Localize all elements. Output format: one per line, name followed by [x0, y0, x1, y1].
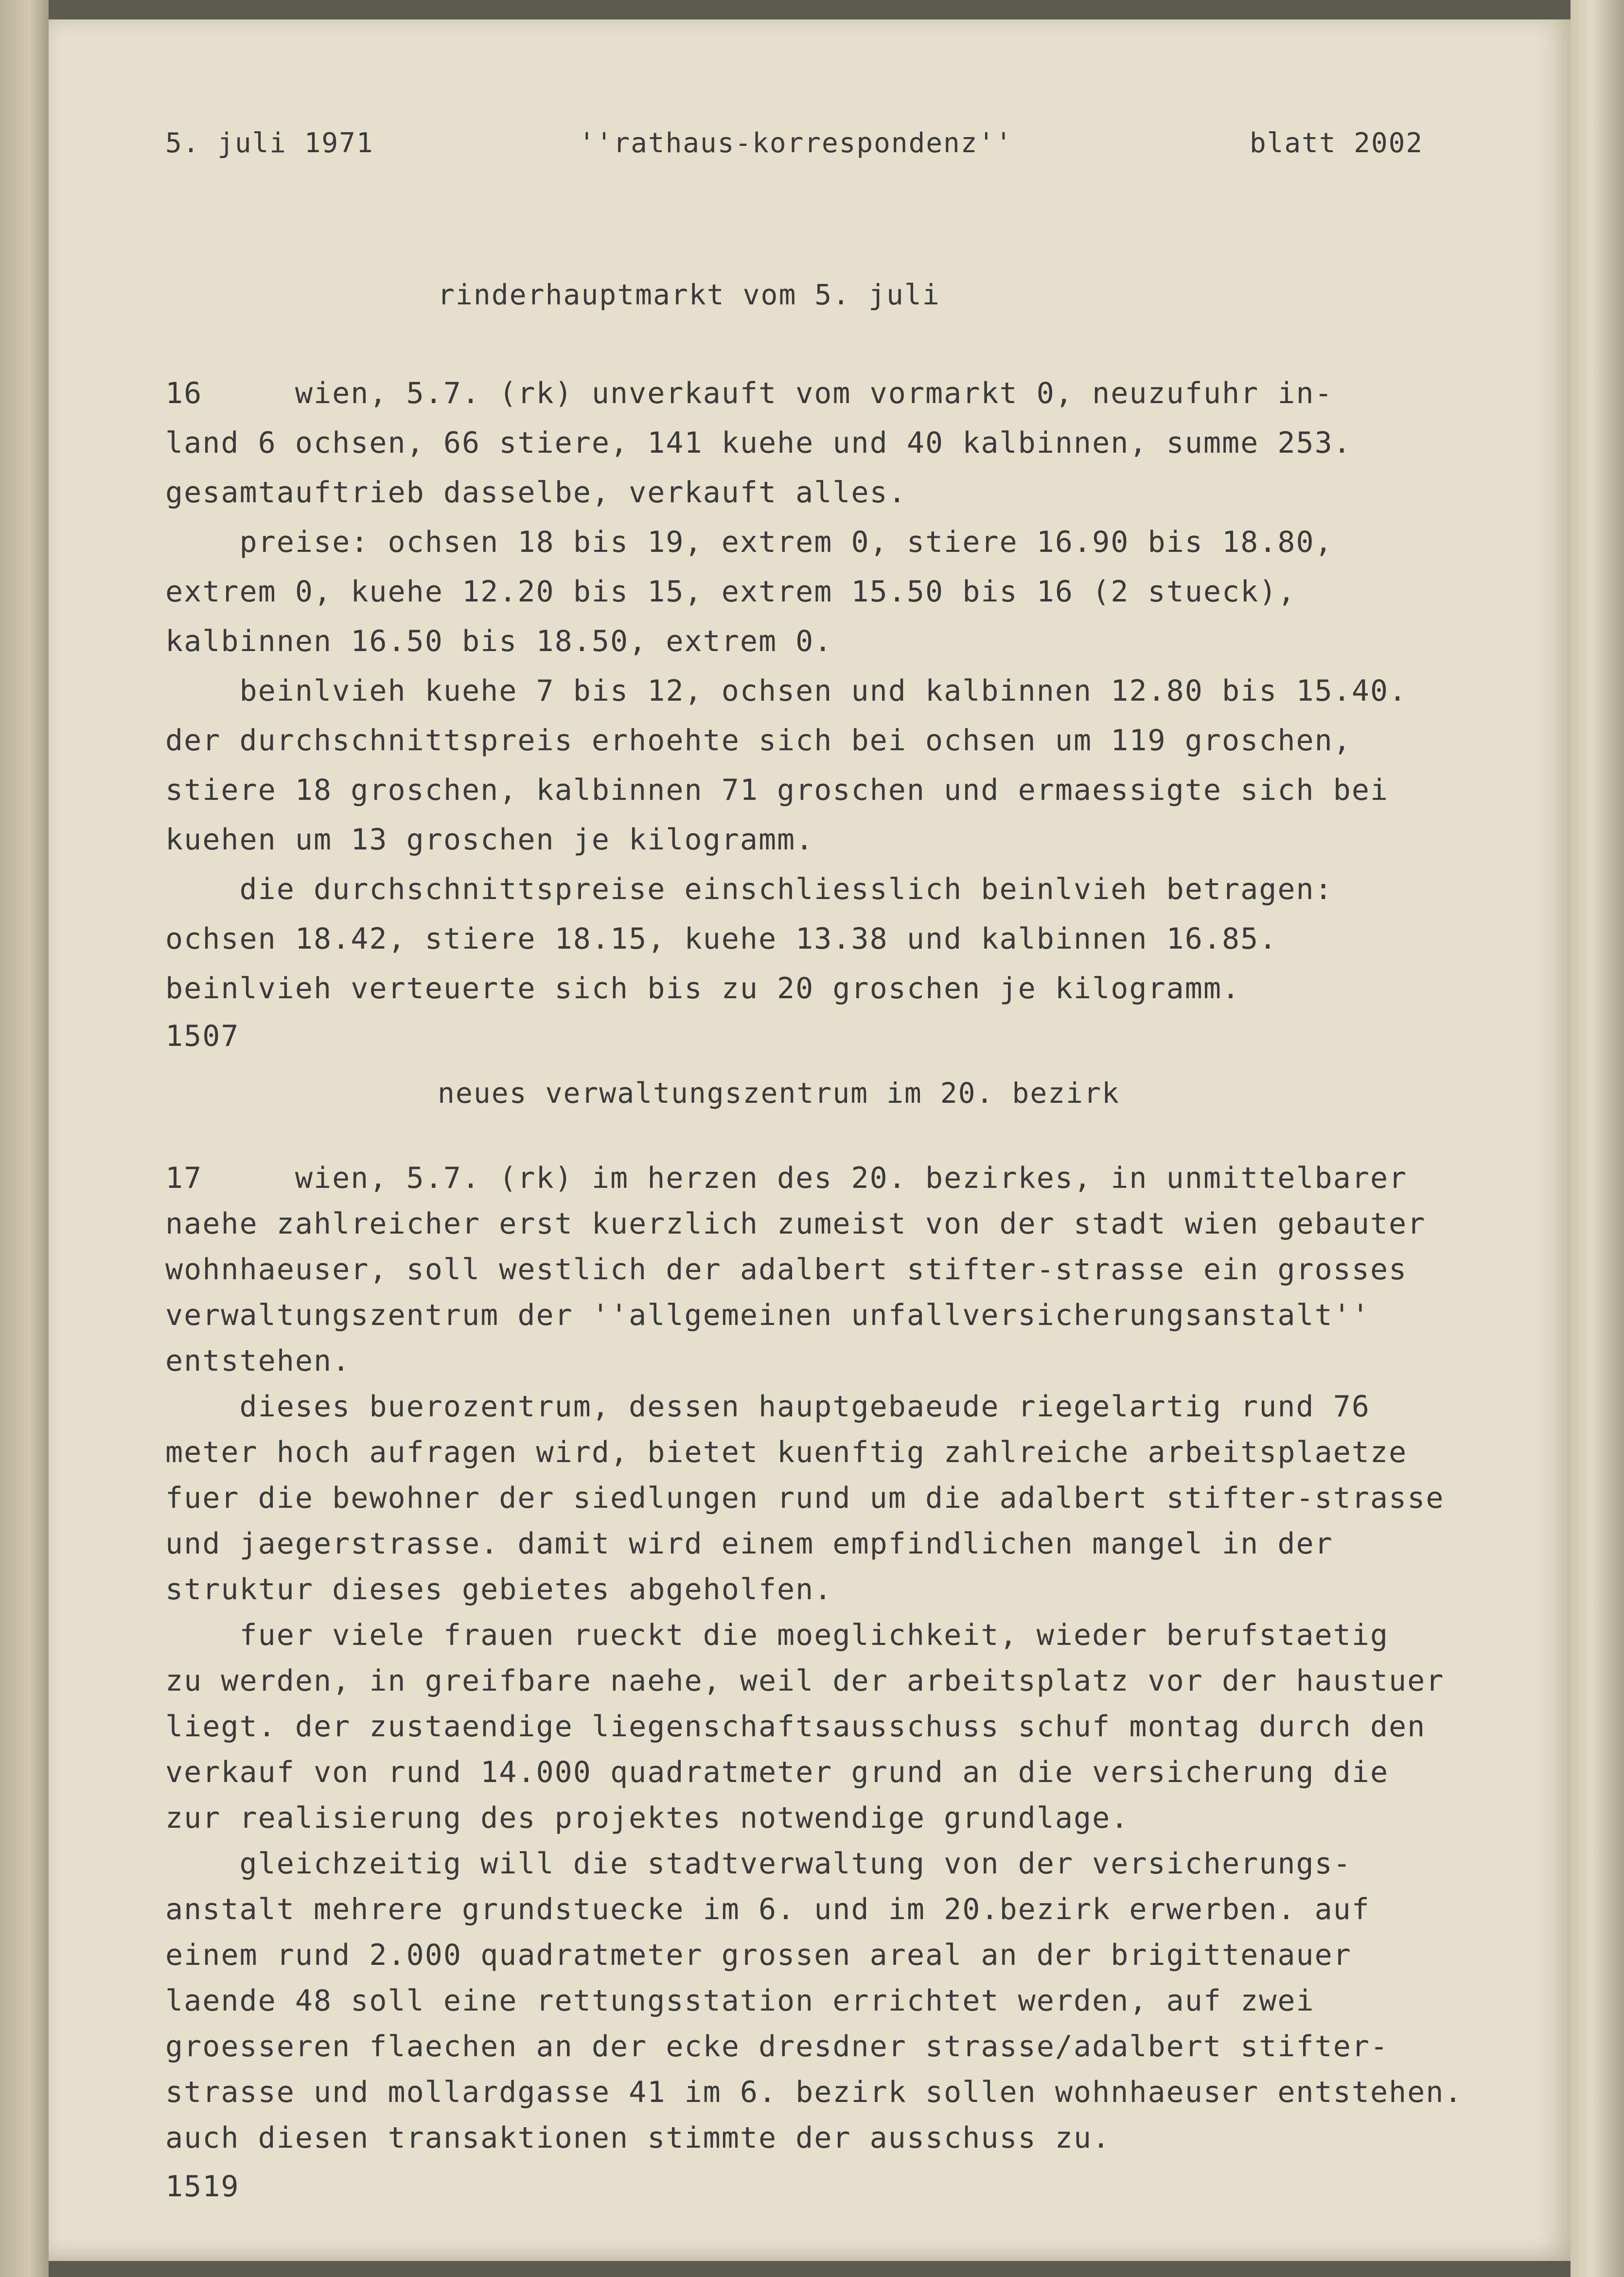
text-line: groesseren flaechen an der ecke dresdner strasse/adalbert stifter- [165, 2030, 1389, 2064]
text-line: ochsen 18.42, stiere 18.15, kuehe 13.38 und kalbinnen 16.85. [165, 922, 1278, 956]
text-line: meter hoch aufragen wird, bietet kuenftig zahlreiche arbeitsplaetze [165, 1435, 1408, 1469]
text-line: und jaegerstrasse. damit wird einem empfindlichen mangel in der [165, 1527, 1333, 1561]
text-line: strasse und mollardgasse 41 im 6. bezirk sollen wohnhaeuser entstehen. [165, 2075, 1463, 2109]
article-code: 1507 [165, 1019, 240, 1053]
text-line: beinlvieh kuehe 7 bis 12, ochsen und kalbinnen 12.80 bis 15.40. [165, 674, 1408, 708]
text-line: kuehen um 13 groschen je kilogramm. [165, 823, 814, 857]
text-line: entstehen. [165, 1344, 351, 1378]
text-line: verkauf von rund 14.000 quadratmeter grund an die versicherung die [165, 1755, 1389, 1789]
text-line: liegt. der zustaendige liegenschaftsausschuss schuf montag durch den [165, 1710, 1426, 1744]
text-line: die durchschnittspreise einschliesslich beinlvieh betragen: [165, 872, 1333, 906]
text-line: preise: ochsen 18 bis 19, extrem 0, stiere 16.90 bis 18.80, [165, 525, 1333, 559]
text-line: 17 wien, 5.7. (rk) im herzen des 20. bezirkes, in unmittelbarer [165, 1161, 1408, 1195]
header-sheet-number: blatt 2002 [1250, 127, 1424, 159]
text-line: naehe zahlreicher erst kuerzlich zumeist von der stadt wien gebauter [165, 1207, 1426, 1241]
article-title: rinderhauptmarkt vom 5. juli [438, 278, 940, 311]
text-line: verwaltungszentrum der ''allgemeinen unfallversicherungsanstalt'' [165, 1298, 1370, 1332]
header-date: 5. juli 1971 [165, 127, 374, 159]
article-code: 1519 [165, 2170, 240, 2204]
text-line: zur realisierung des projektes notwendige grundlage. [165, 1801, 1130, 1835]
text-line: stiere 18 groschen, kalbinnen 71 groschen und ermaessigte sich bei [165, 773, 1389, 807]
binding-edge [1571, 0, 1624, 2277]
text-line: gleichzeitig will die stadtverwaltung von der versicherungs- [165, 1847, 1352, 1881]
text-line: auch diesen transaktionen stimmte der ausschuss zu. [165, 2121, 1111, 2155]
text-line: fuer die bewohner der siedlungen rund um die adalbert stifter-strasse [165, 1481, 1445, 1515]
text-line: struktur dieses gebietes abgeholfen. [165, 1572, 833, 1606]
text-line: land 6 ochsen, 66 stiere, 141 kuehe und 40 kalbinnen, summe 253. [165, 426, 1352, 460]
facing-page-edge [0, 0, 49, 2277]
text-line: fuer viele frauen rueckt die moeglichkeit, wieder berufstaetig [165, 1618, 1389, 1652]
text-line: anstalt mehrere grundstuecke im 6. und im 20.bezirk erwerben. auf [165, 1892, 1370, 1926]
text-line: zu werden, in greifbare naehe, weil der arbeitsplatz vor der haustuer [165, 1664, 1445, 1698]
text-line: der durchschnittspreis erhoehte sich bei ochsen um 119 groschen, [165, 724, 1352, 758]
article-title: neues verwaltungszentrum im 20. bezirk [438, 1077, 1120, 1110]
text-line: gesamtauftrieb dasselbe, verkauft alles. [165, 476, 907, 510]
header-publication: ''rathaus-korrespondenz'' [579, 127, 1013, 159]
text-line: wohnhaeuser, soll westlich der adalbert stifter-strasse ein grosses [165, 1253, 1408, 1287]
text-line: einem rund 2.000 quadratmeter grossen areal an der brigittenauer [165, 1938, 1352, 1972]
text-line: extrem 0, kuehe 12.20 bis 15, extrem 15.50 bis 16 (2 stueck), [165, 575, 1296, 609]
text-line: kalbinnen 16.50 bis 18.50, extrem 0. [165, 624, 833, 658]
text-line: 16 wien, 5.7. (rk) unverkauft vom vormarkt 0, neuzufuhr in- [165, 376, 1333, 410]
text-line: beinlvieh verteuerte sich bis zu 20 groschen je kilogramm. [165, 971, 1241, 1006]
text-line: laende 48 soll eine rettungsstation errichtet werden, auf zwei [165, 1984, 1315, 2018]
text-line: dieses buerozentrum, dessen hauptgebaeude riegelartig rund 76 [165, 1390, 1370, 1424]
